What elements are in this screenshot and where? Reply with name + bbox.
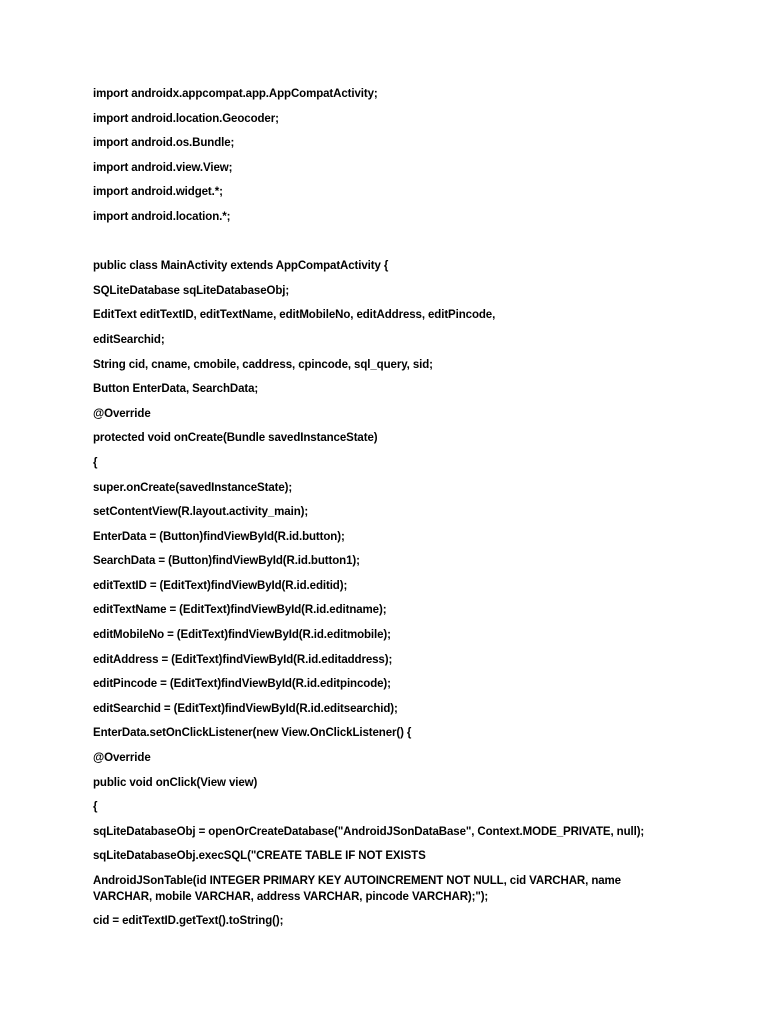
code-line: editSearchid; — [93, 333, 165, 346]
code-line: import android.widget.*; — [93, 186, 223, 199]
code-line: super.onCreate(savedInstanceState); — [93, 481, 293, 494]
code-line: setContentView(R.layout.activity_main); — [93, 506, 309, 519]
code-line: EnterData.setOnClickListener(new View.OnClickListener() { — [93, 727, 412, 740]
code-line: EditText editTextID, editTextName, editMobileNo, editAddress, editPincode, — [93, 309, 496, 322]
code-line: Button EnterData, SearchData; — [93, 383, 259, 396]
code-line: editMobileNo = (EditText)findViewById(R.id.editmobile); — [93, 629, 391, 642]
code-line: protected void onCreate(Bundle savedInstanceState) — [93, 432, 378, 445]
code-line: import android.location.Geocoder; — [93, 112, 279, 125]
code-line: cid = editTextID.getText().toString(); — [93, 914, 284, 927]
code-line: String cid, cname, cmobile, caddress, cpincode, sql_query, sid; — [93, 358, 433, 371]
code-line: import android.os.Bundle; — [93, 137, 235, 150]
code-line: sqLiteDatabaseObj = openOrCreateDatabase("AndroidJSonDataBase", Context.MODE_PRIVATE, null); — [93, 825, 645, 838]
code-line: editPincode = (EditText)findViewById(R.id.editpincode); — [93, 678, 391, 691]
code-line: EnterData = (Button)findViewById(R.id.button); — [93, 530, 345, 543]
code-line: editSearchid = (EditText)findViewById(R.id.editsearchid); — [93, 702, 398, 715]
code-line: import android.view.View; — [93, 161, 233, 174]
code-line: sqLiteDatabaseObj.execSQL("CREATE TABLE IF NOT EXISTS — [93, 850, 426, 863]
code-line: public void onClick(View view) — [93, 776, 258, 789]
code-line: public class MainActivity extends AppCompatActivity { — [93, 260, 389, 273]
code-line: @Override — [93, 407, 151, 420]
code-line: editTextName = (EditText)findViewById(R.id.editname); — [93, 604, 387, 617]
code-line: { — [93, 456, 98, 469]
blank-line — [93, 234, 693, 251]
code-line: import androidx.appcompat.app.AppCompatActivity; — [93, 88, 378, 100]
code-line: import android.location.*; — [93, 210, 231, 223]
code-line: editAddress = (EditText)findViewById(R.id.editaddress); — [93, 653, 393, 666]
code-listing — [93, 86, 693, 937]
code-line: SearchData = (Button)findViewById(R.id.button1); — [93, 555, 360, 568]
code-line: { — [93, 801, 98, 814]
code-line: SQLiteDatabase sqLiteDatabaseObj; — [93, 284, 290, 297]
code-line-wrapped: AndroidJSonTable(id INTEGER PRIMARY KEY AUTOINCREMENT NOT NULL, cid VARCHAR, name VARCHAR, mobile VARCHAR, address VARCHAR, pincode VARCHAR);"); — [93, 875, 621, 903]
code-line: @Override — [93, 752, 151, 765]
code-line: editTextID = (EditText)findViewById(R.id.editid); — [93, 579, 348, 592]
